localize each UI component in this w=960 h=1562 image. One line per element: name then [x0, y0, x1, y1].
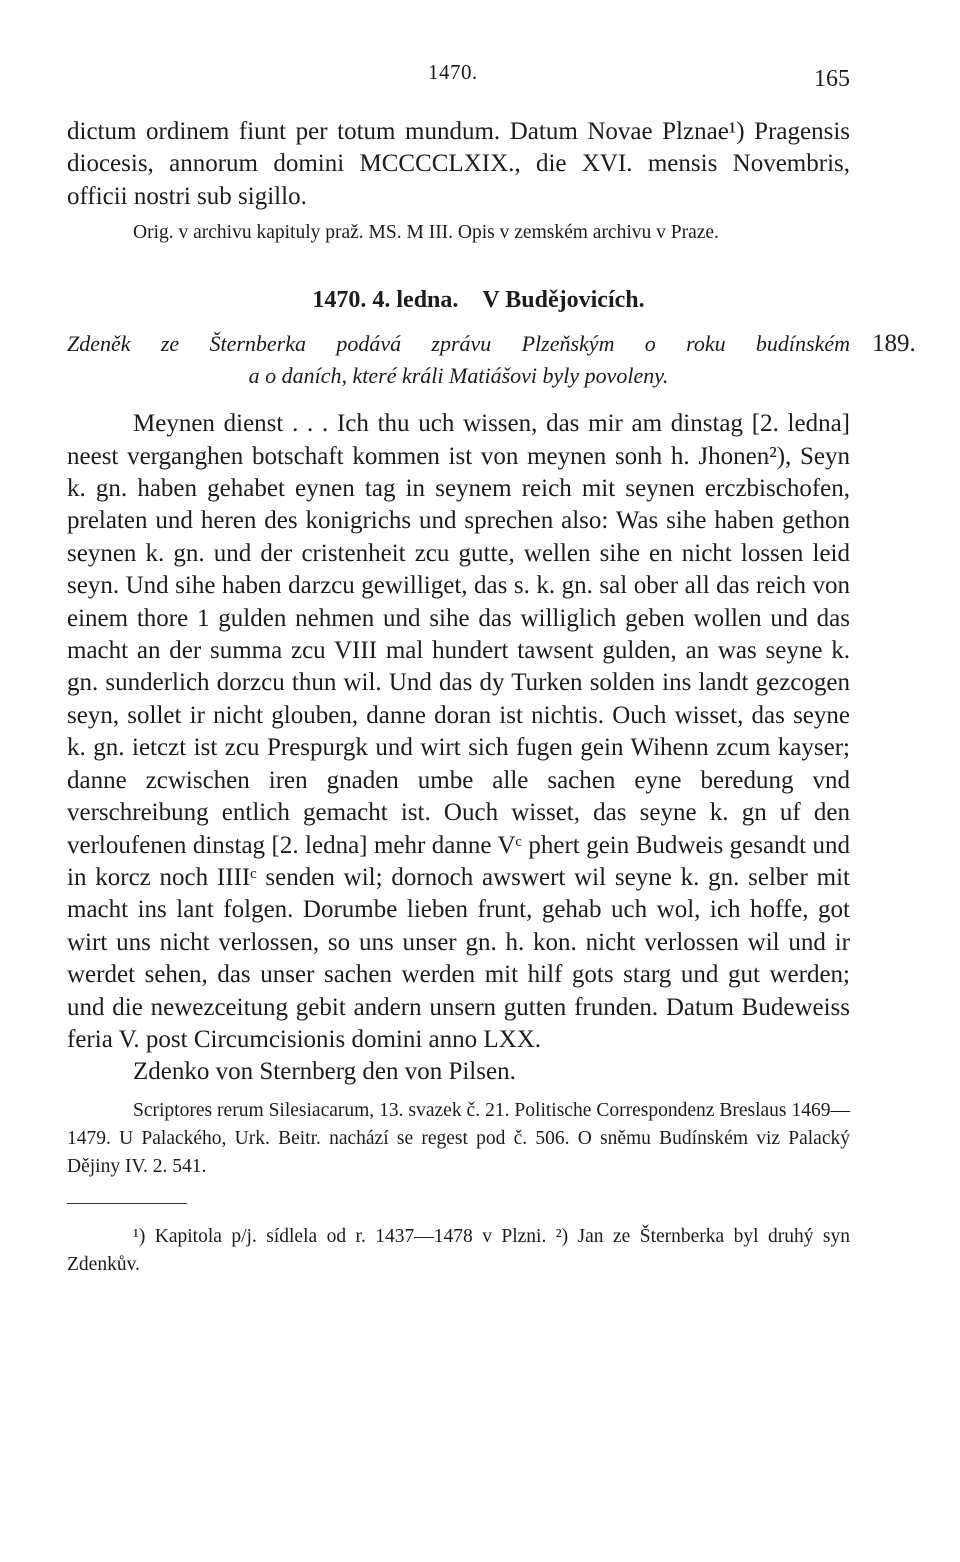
running-title: 1470. — [428, 60, 478, 84]
regest-line-1: Zdeněk ze Šternberka podává zprávu Plzeňským o roku budínském — [67, 331, 850, 357]
document-date: 1470. 4. ledna. — [312, 287, 459, 314]
page-content — [67, 116, 916, 1299]
archival-note: Orig. v archivu kapituly praž. MS. M III. Opis v zemském archivu v Praze. — [133, 222, 719, 244]
footnotes: ¹) Kapitola p/j. sídlela od r. 1437—1478 v Plzni. ²) Jan ze Šternberka byl druhý syn Zdenkův. — [67, 1226, 850, 1276]
footnote-rule — [67, 1203, 187, 1204]
previous-document-ending: dictum ordinem fiunt per totum mundum. Datum Novae Plznae¹) Pragensis diocesis, annorum domini MCCCCLXIX., die XVI. mensis Novembris, officii nostri sub sigillo. — [67, 118, 850, 210]
document-heading — [67, 287, 850, 314]
document-number: 189. — [872, 330, 916, 358]
letter-body: Meynen dienst . . . Ich thu uch wissen, das mir am dinstag [2. ledna] neest verganghen botschaft kommen ist von meynen sonh h. Jhonen²), Seyn k. gn. haben gehabet eynen tag in seynem reich mit seynen erczbischofen, prelaten und heren des konigrichs und sprechen also: Was sihe haben gethon seynen k. gn. und der cristenheit zcu gutte, wellen sihe en nicht lossen leid seyn. Und sihe haben darzcu gewilliget, das s. k. gn. sal ober all das reich von einem thore 1 gulden nehmen und sihe das williglich geben wollen und das macht an der summa zcu VIII mal hundert tawsent gulden, an was seyne k. gn. sunderlich dorzcu thun wil. Und das dy Turken solden ins landt gezcogen seyn, sollet ir nicht glouben, danne doran ist nichtis. Ouch wisset, das seyne k. gn. ietczt ist zcu Prespurgk und wirt sich fugen gein Wihenn zcum kayser; danne zcwischen iren gnaden umbe alle sachen eyne beredung vnd verschreibung entlich gemacht ist. Ouch wisset, das seyne k. gn uf den verloufenen dinstag [2. ledna] mehr danne Vᶜ phert gein Budweis gesandt und in korcz noch IIIIᶜ senden wil; dornoch awswert wil seyne k. gn. selber mit macht ins lant folgen. Dorumbe lieben frunt, gehab uch wol, ich hoffe, got wirt uns nicht verlossen, so uns unser gn. h. kon. nicht verlossen wil und ir werdet sehen, das unser sachen werden mit hilf gots starg und gut werden; und die newezceitung gebit andern unsern gutten frunden. Datum Budeweiss feria V. post Circumcisionis domini anno LXX. — [67, 410, 850, 1053]
running-head — [0, 60, 960, 96]
letter-signature: Zdenko von Sternberg den von Pilsen. — [133, 1058, 516, 1086]
page-number: 165 — [814, 66, 850, 92]
regest — [67, 328, 916, 392]
document-place: V Budějovicích. — [482, 287, 645, 314]
regest-line-2: a o daních, které králi Matiášovi byly povoleny. — [248, 363, 669, 389]
source-note: Scriptores rerum Silesiacarum, 13. svazek č. 21. Politische Correspondenz Breslaus 1469—1479. U Palackého, Urk. Beitr. nachází se regest pod č. 506. O sněmu Budínském viz Palacký Dějiny IV. 2. 541. — [67, 1099, 850, 1177]
